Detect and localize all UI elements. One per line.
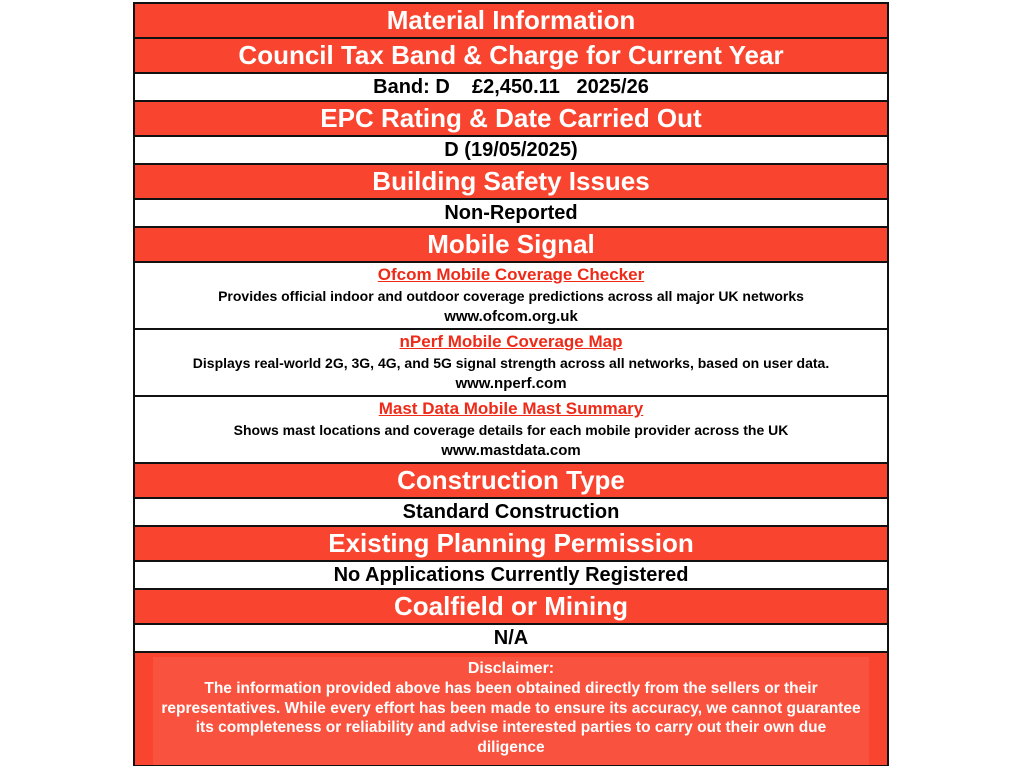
- header-council-tax: [135, 39, 887, 74]
- mastdata-summary-url: www.mastdata.com: [441, 442, 581, 459]
- header-material-information-label: Material Information: [386, 5, 636, 35]
- value-council-tax-text: Band: D £2,450.11 2025/26: [373, 75, 649, 98]
- ofcom-coverage-description: Provides official indoor and outdoor coverage predictions across all major UK networks: [218, 288, 804, 304]
- header-construction-type: [135, 464, 887, 499]
- disclaimer-block: [135, 653, 887, 765]
- mastdata-summary-description: Shows mast locations and coverage details for each mobile provider across the UK: [233, 422, 789, 438]
- material-information-sheet: [133, 2, 889, 766]
- disclaimer-title: Disclaimer:: [467, 660, 555, 677]
- value-epc-rating: [135, 137, 887, 165]
- header-mobile-signal: [135, 228, 887, 263]
- header-building-safety-label: Building Safety Issues: [372, 166, 650, 196]
- disclaimer-inner-box: [153, 657, 869, 765]
- header-planning-permission: [135, 527, 887, 562]
- nperf-coverage-link[interactable]: nPerf Mobile Coverage Map: [399, 332, 623, 351]
- disclaimer-body: The information provided above has been obtained directly from the sellers or their representatives. While every effort has been made to ensure its accuracy, we cannot guarantee its completeness or reliability and advise interested parties to carry out their own due diligence: [161, 680, 861, 756]
- value-council-tax: [135, 74, 887, 102]
- ofcom-coverage-link[interactable]: Ofcom Mobile Coverage Checker: [377, 265, 645, 284]
- value-building-safety-text: Non-Reported: [444, 201, 578, 224]
- header-construction-type-label: Construction Type: [397, 465, 625, 495]
- header-coalfield-mining-label: Coalfield or Mining: [394, 591, 628, 621]
- value-coalfield-mining-text: N/A: [493, 626, 529, 649]
- value-planning-permission: [135, 562, 887, 590]
- mobile-link-block-ofcom: [135, 263, 887, 330]
- value-epc-rating-text: D (19/05/2025): [444, 138, 578, 161]
- mobile-link-block-nperf: [135, 330, 887, 397]
- header-material-information: [135, 4, 887, 39]
- header-council-tax-label: Council Tax Band & Charge for Current Year: [238, 40, 784, 70]
- nperf-coverage-url: www.nperf.com: [455, 375, 567, 392]
- value-coalfield-mining: [135, 625, 887, 653]
- value-construction-type: [135, 499, 887, 527]
- value-building-safety: [135, 200, 887, 228]
- value-planning-permission-text: No Applications Currently Registered: [333, 563, 689, 586]
- header-planning-permission-label: Existing Planning Permission: [328, 528, 694, 558]
- value-construction-type-text: Standard Construction: [402, 500, 620, 523]
- header-epc-rating-label: EPC Rating & Date Carried Out: [320, 103, 702, 133]
- nperf-coverage-description: Displays real-world 2G, 3G, 4G, and 5G signal strength across all networks, based on user data.: [192, 355, 830, 371]
- header-mobile-signal-label: Mobile Signal: [427, 229, 595, 259]
- header-coalfield-mining: [135, 590, 887, 625]
- ofcom-coverage-url: www.ofcom.org.uk: [444, 308, 578, 325]
- mastdata-summary-link[interactable]: Mast Data Mobile Mast Summary: [378, 399, 644, 418]
- header-epc-rating: [135, 102, 887, 137]
- mobile-link-block-mastdata: [135, 397, 887, 464]
- header-building-safety: [135, 165, 887, 200]
